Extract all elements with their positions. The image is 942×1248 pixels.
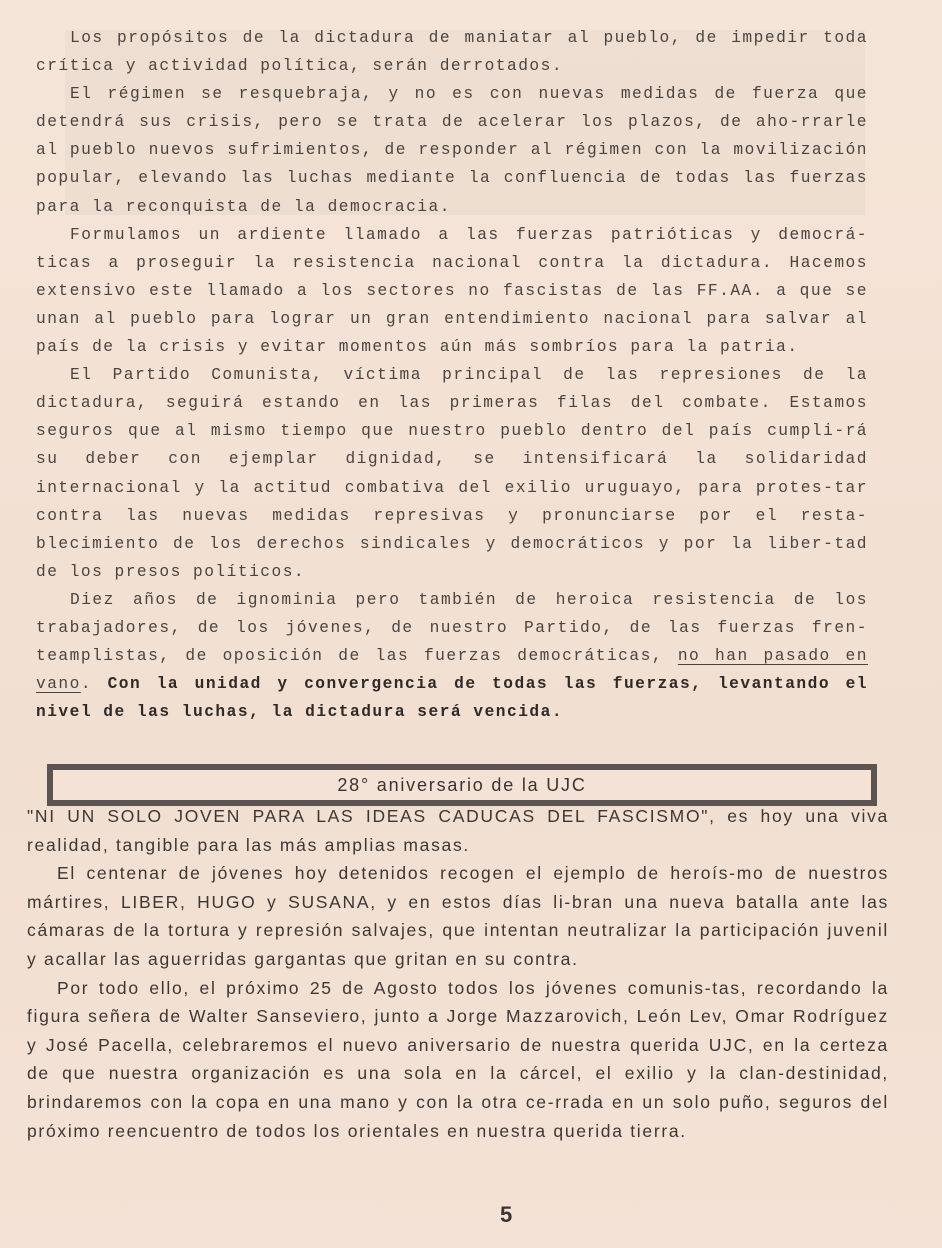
paragraph-1: Los propósitos de la dictadura de maniatar al pueblo, de impedir toda crítica y actividad política, serán derrotados. [36,29,868,76]
paragraph-5-start: Diez años de ignominia pero también de heroica resistencia de los trabajadores, de los jóvenes, de nuestro Partido, de las fuerzas fren-teamplistas, de oposición de las fuerzas democráticas, [36,590,868,666]
page-number: 5 [500,1202,513,1227]
paragraph-5 [36,586,868,726]
anniversary-banner [47,764,877,806]
paragraph-2: El régimen se resquebraja, y no es con nuevas medidas de fuerza que detendrá sus crisis, pero se trata de acelerar los plazos, de aho-rrarle al pueblo nuevos sufrimientos, de responder al régimen con la movilización popular, elevando las luchas mediante la confluencia de todas las fuerzas para la reconquista de la democracia. [36,85,868,216]
ujc-paragraph-3: Por todo ello, el próximo 25 de Agosto todos los jóvenes comunis-tas, recordando la figura señera de Walter Sanseviero, junto a Jorge Mazzarovich, León Lev, Omar Rodríguez y José Pacella, celebraremos el nuevo aniversario de nuestra querida UJC, en la certeza de que nuestra organización es una sola en la cárcel, el exilio y la clan-destinidad, brindaremos con la copa en una mano y con la otra ce-rrada en un solo puño, seguros del próximo reencuentro de todos los orientales en nuestra querida tierra. [27,977,889,1141]
paragraph-3: Formulamos un ardiente llamado a las fuerzas patrióticas y democrá-ticas a proseguir la resistencia nacional contra la dictadura. Hacemos extensivo este llamado a los sectores no fascistas de las FF.AA. a que se unan al pueblo para lograr un gran entendimiento nacional para salvar al país de la crisis y evitar momentos aún más sombríos para la patria. [36,225,868,357]
typewritten-section [36,24,868,726]
banner-title: 28° aniversario de la UJC [337,774,587,795]
underlined-phrase: no han pasado en vano [36,647,868,694]
ujc-paragraph-1: "NI UN SOLO JOVEN PARA LAS IDEAS CADUCAS DEL FASCISMO", es hoy una viva realidad, tangible para las más amplias masas. [27,806,889,855]
paragraph-5-period: . [80,675,93,694]
bold-conclusion: Con la unidad y convergencia de todas las fuerzas, levantando el nivel de las luchas, la dictadura será vencida. [36,675,868,722]
ujc-section [27,802,889,1145]
ujc-paragraph-2: El centenar de jóvenes hoy detenidos recogen el ejemplo de heroís-mo de nuestros mártires, LIBER, HUGO y SUSANA, y en estos días li-bran una nueva batalla ante las cámaras de la tortura y represión salvajes, que intentan neutralizar la participación juvenil y acallar las aguerridas gargantas que gritan en su contra. [27,863,889,969]
paragraph-4: El Partido Comunista, víctima principal de las represiones de la dictadura, seguirá estando en las primeras filas del combate. Estamos seguros que al mismo tiempo que nuestro pueblo dentro del país cumpli-rá su deber con ejemplar dignidad, se intensificará la solidaridad internacional y la actitud combativa del exilio uruguayo, para protes-tar contra las nuevas medidas represivas y pronunciarse por el resta-blecimiento de los derechos sindicales y democráticos y por la liber-tad de los presos políticos. [36,366,868,581]
